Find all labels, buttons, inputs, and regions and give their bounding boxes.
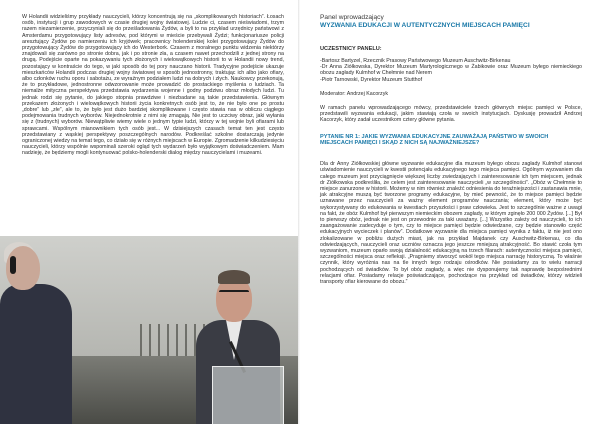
participants-list xyxy=(320,58,582,83)
moderator-line: Moderator: Andrzej Kacorzyk xyxy=(320,90,389,97)
speaker-right-hair xyxy=(218,270,250,284)
panel-kicker: Panel wprowadzający xyxy=(320,14,384,21)
glasses-icon xyxy=(219,290,249,298)
conference-photo xyxy=(0,236,300,424)
participant-item: -Piotr Tarnowski, Dyrektor Muzeum Stutthof xyxy=(320,76,423,83)
answer-1-paragraph: Dla dr Anny Ziółkowskiej główne wyzwanie edukacyjne dla muzeum byłego obozu zagłady Kulmhof stanowi uświadomienie nauczycieli w kwestii potencjału edukacyjnego tego miejsca pamięci. Ogólnym wyzwaniem dla całego muzeum jest przyciągnięcie większej liczby zwiedzających i zainteresowanie ich tym miejscem, jednak dr Ziółkowska podkreśliła, że celem jest zainteresowanie nauczycieli „w szczególności”. „Obóz w Chełmnie to miejsce zanurzone w historii. Możemy w nim również znaleźć odniesienia do teraźniejszości i zastanawia mnie, jak atrakcyjne muszą być tworzone programy edukacyjne, by mieć pewność, że to miejsce pamięci będzie uznawane przez nauczycieli za ważny element programów nauczania; element, który może być wykorzystywany do edukowania w kwestiach przyszłości i praw człowieka. Jest to szczególnie ważne z uwagi na fakt, że obóz Kulmhof był pierwszym niemieckim obozem zagłady, w którym zginęło 200 000 Żydów. [...] Był to pierwszy obóz, jednak nie jest on przewodnie za taki uważany. [...] Wszystko zależy od nauczycieli, to ich zaangażowanie zadecyduje o tym, czy to miejsce pamięci będzie odwiedzane, czy będzie stanowiło część edukacyjnych wycieczek i planów”. Dodatkowe wyzwanie dla miejsca pamięci wynika z faktu, iż nie jest ono zlokalizowane w pobliżu dużych miast, jak na przykład Majdanek czy Auschwitz-Birkenau, co dla odwiedzających, nauczycieli oraz uczniów oznacza jego jeszcze mniejszą atrakcyjność. Bo stawić czoła tym wyzwaniom, muzeum oparło swoją działalność edukacyjną na trzech filarach: autentyczności miejsca pamięci, szczególności miejsca oraz refleksji. „Pragniemy stworzyć wokół tego miejsca narrację historyczną. To właśnie czynnik, który wyróżnia nas na tle innych tego rodzaju ośrodków. Nie posiadamy za to wielu narracji pochodzących od świadków. To był obóz zagłady, a więc nie dysponujemy tak naprawdę bezpośrednimi relacjami ofiar. Posiadamy relacje poświadczające, pochodzące na przykład od świadków, którzy widzieli transporty ofiar kierowane do obozu.” xyxy=(320,161,582,286)
left-body-text xyxy=(22,14,284,157)
right-column xyxy=(320,14,582,285)
speaker-left-body xyxy=(0,284,72,424)
panel-title: WYZWANIA EDUKACJI W AUTENTYCZNYCH MIEJSCACH PAMIĘCI xyxy=(320,22,530,29)
left-paragraph: W Holandii widzieliśmy przykłady nauczycieli, którzy koncentrują się na „skomplikowanych historiach”. Łosach osób, instytucji i grup zawodowych w czasie drugiej wojny światowej. Ludzie ci, czasem nieświadomi, trzym razem niezamierzenie, przyczyniali się do prześladowania Żydów, a byli to na przykład urzędnicy państwowi z Amsterdamu przygotowujący listy adresów, pod którymi w mieście przebywali Żydzi; funkcjonariusze policji aresztujący Żydów po namierzeniu ich kryjówek; pracownicy holenderskiej kolei przygotowujący Żydów do przygotowujący Żydów do przygotowujący ich do Westerbork. Czasem z moralnego punktu widzenia niektórzy znajdowali się zarówno po stronie dobra, jak i po stronie zła, a czasem nawet przechodzili z jednej strony na drugą. Podejście oparte na pokazywaniu tych złożonych i wielowątkowych historii to w Holandii nowy trend, pozostający w kontraście do tego, w jaki sposób do tej pory nauczano historii. Tradycyjne podejście ukazuje mieszkańców Holandii podczas drugiej wojny światowej w sposób jednostronny, traktując ich albo jako ofiary, albo członków ruchu oporu i sabotażu, ze wyraźnym podziałem ludzi na dobrych i złych. Naukowcy przekonują, że to przykładowe, jednostronne odwzorowanie może prowadzić do prostackiego myślenia o ludziach. Ta niemalże mityczna perspektywa przedstawia wydarzenia wojenne i godny podziwu obraz młodych ludzi. Tu jednak rodzi się pytanie, do jakiego stopnia prawdziwe i niezbadane są takie przedstawienia. Głównym przekazem złożonych i wielowątkowych historii życia konkretnych osób jest to, że nie było one po prostu „dobre” lub „złe”, ale to, że było jest dużo bardziej skomplikowane i często stawia nas w obliczu ciągłego podejmowania trudnych wyborów. Niejednokrotnie z nimi się zmagają. Nie jest to uczciwy obraz, jaki wyłania się z (trudnych) wyborów. Niewątpliwie wiemy wiele o jednym typie ludzi, którzy w tej wojnie byli ofiarami lub sprawcami. Wspólnym mianownikiem tych osób jest... W dzisiejszych czasach temat ten jest często przedstawiany z wąskiej perspektywy poszczególnych narodów. Podkreślać szkolne dostarczają jedynie ograniczonej wiedzy na temat tego, co działo się w różnych miejscach w Europie. Zgromadzenie kilkudziesięciu nauczycieli, którzy wspólnie wspominali szeroki ogląd tych wydarzeń było wyjątkowym doświadczeniem. Mam nadzieję, że będziemy mogli kontynuować polsko-holenderski dialog między nauczycielami i muzeami. xyxy=(22,14,284,157)
headset-icon xyxy=(10,256,16,274)
right-page xyxy=(300,0,600,424)
intro-paragraph: W ramach panelu wprowadzającego mówcy, przedstawiciele trzech głównych miejsc pamięci w Polsce, przedstawili wyzwania edukacji, jakim stawiają czoła w swoich instytucjach. Dyskusję prowadził Andrzej Kacorzyk, który zadał uczestnikom cztery główne pytania. xyxy=(320,105,582,124)
lectern xyxy=(212,366,284,424)
participant-item: -Bartosz Bartyzel, Rzecznik Prasowy Państwowego Muzeum Auschwitz-Birkenau xyxy=(320,58,511,64)
participants-heading: UCZESTNICY PANELU: xyxy=(320,46,382,52)
participant-item: -Dr Anna Ziółkowska, Dyrektor Muzeum Martyrologicznego w Żabikowie oraz Muzeum byłego niemieckiego obozu zagłady Kulmhof w Chełmnie nad Nerem xyxy=(320,64,582,77)
question-1-title: PYTANIE NR 1: JAKIE WYZWANIA EDUKACYJNE ZAUWAŻAJĄ PAŃSTWO W SWOICH MIEJSCACH PAMIĘCI I SKĄD Z NICH SĄ NAJWAŻNIEJSZE? xyxy=(320,133,549,147)
